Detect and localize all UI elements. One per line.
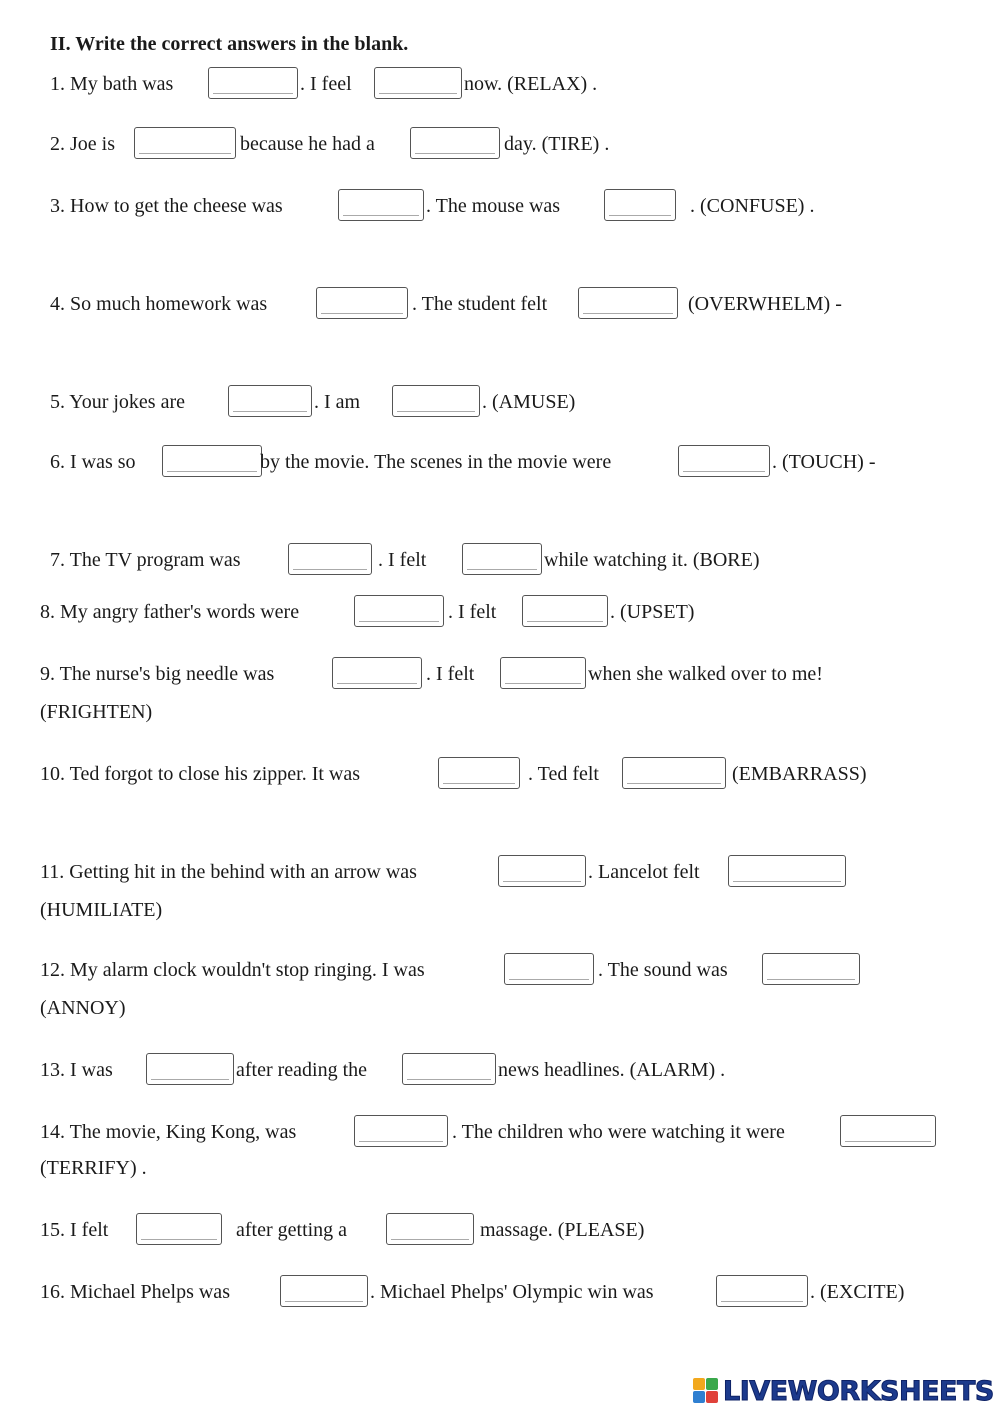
answer-3a-input[interactable] (338, 189, 424, 221)
question-13-part-3: news headlines. (ALARM) . (498, 1059, 726, 1081)
question-8 (40, 592, 740, 632)
answer-9b-input[interactable] (500, 657, 586, 689)
question-14-part-2: . The children who were watching it were (452, 1121, 785, 1143)
question-5-part-1: 5. Your jokes are (50, 391, 185, 413)
answer-2b-input[interactable] (410, 127, 500, 159)
question-6 (50, 442, 900, 482)
question-16-part-3: . (EXCITE) (810, 1281, 905, 1303)
question-11-base-word: (HUMILIATE) (40, 899, 163, 921)
question-16-part-1: 16. Michael Phelps was (40, 1281, 230, 1303)
question-7-part-3: while watching it. (BORE) (544, 549, 760, 571)
question-9-part-1: 9. The nurse's big needle was (40, 663, 275, 685)
question-13-part-2: after reading the (236, 1059, 368, 1081)
question-2-part-2: because he had a (240, 133, 375, 155)
answer-6b-input[interactable] (678, 445, 770, 477)
answer-6a-input[interactable] (162, 445, 262, 477)
question-10-part-3: (EMBARRASS) (732, 763, 867, 785)
answer-1a-input[interactable] (208, 67, 298, 99)
question-10-part-1: 10. Ted forgot to close his zipper. It was (40, 763, 361, 785)
question-9 (40, 654, 890, 694)
question-1 (50, 64, 650, 104)
question-10 (40, 754, 900, 794)
answer-16b-input[interactable] (716, 1275, 808, 1307)
answer-2a-input[interactable] (134, 127, 236, 159)
question-4-part-3: (OVERWHELM) - (688, 293, 842, 315)
question-12 (40, 950, 900, 990)
answer-12a-input[interactable] (504, 953, 594, 985)
question-15-part-2: after getting a (236, 1219, 348, 1241)
page-title: II. Write the correct answers in the blank. (50, 33, 409, 55)
question-4 (50, 284, 900, 324)
question-9-continuation (40, 692, 340, 732)
question-10-part-2: . Ted felt (528, 763, 599, 785)
question-6-part-2: by the movie. The scenes in the movie were (260, 451, 612, 473)
answer-8a-input[interactable] (354, 595, 444, 627)
question-6-part-1: 6. I was so (50, 451, 136, 473)
answer-9a-input[interactable] (332, 657, 422, 689)
question-16-part-2: . Michael Phelps' Olympic win was (370, 1281, 654, 1303)
question-7 (50, 540, 850, 580)
answer-11a-input[interactable] (498, 855, 586, 887)
question-14-base-word: (TERRIFY) . (40, 1157, 147, 1179)
answer-14a-input[interactable] (354, 1115, 448, 1147)
question-8-part-2: . I felt (448, 601, 497, 623)
answer-5b-input[interactable] (392, 385, 480, 417)
answer-15a-input[interactable] (136, 1213, 222, 1245)
answer-7a-input[interactable] (288, 543, 372, 575)
question-15 (40, 1210, 740, 1250)
question-11 (40, 852, 900, 892)
question-13 (40, 1050, 840, 1090)
question-9-part-3: when she walked over to me! (588, 663, 823, 685)
answer-4b-input[interactable] (578, 287, 678, 319)
question-5 (50, 382, 650, 422)
question-3-part-3: . (CONFUSE) . (690, 195, 815, 217)
answer-1b-input[interactable] (374, 67, 462, 99)
question-14 (40, 1112, 940, 1152)
question-7-part-1: 7. The TV program was (50, 549, 241, 571)
question-2-part-1: 2. Joe is (50, 133, 115, 155)
answer-16a-input[interactable] (280, 1275, 368, 1307)
question-2-part-3: day. (TIRE) . (504, 133, 610, 155)
answer-13a-input[interactable] (146, 1053, 234, 1085)
answer-13b-input[interactable] (402, 1053, 496, 1085)
question-15-part-1: 15. I felt (40, 1219, 109, 1241)
question-1-part-1: 1. My bath was (50, 73, 174, 95)
question-15-part-3: massage. (PLEASE) (480, 1219, 645, 1241)
liveworksheets-logo (693, 1376, 994, 1406)
question-13-part-1: 13. I was (40, 1059, 113, 1081)
answer-11b-input[interactable] (728, 855, 846, 887)
question-6-part-3: . (TOUCH) - (772, 451, 876, 473)
question-3-part-2: . The mouse was (426, 195, 561, 217)
question-3-part-1: 3. How to get the cheese was (50, 195, 283, 217)
liveworksheets-logo-text: LIVEWORKSHEETS (723, 1375, 994, 1407)
answer-10b-input[interactable] (622, 757, 726, 789)
question-5-part-3: . (AMUSE) (482, 391, 576, 413)
question-7-part-2: . I felt (378, 549, 427, 571)
question-14-continuation (40, 1148, 340, 1188)
answer-8b-input[interactable] (522, 595, 608, 627)
answer-7b-input[interactable] (462, 543, 542, 575)
answer-3b-input[interactable] (604, 189, 676, 221)
question-9-part-2: . I felt (426, 663, 475, 685)
question-4-part-2: . The student felt (412, 293, 548, 315)
answer-12b-input[interactable] (762, 953, 860, 985)
question-11-part-2: . Lancelot felt (588, 861, 700, 883)
question-3 (50, 186, 850, 226)
question-11-part-1: 11. Getting hit in the behind with an arrow was (40, 861, 417, 883)
answer-4a-input[interactable] (316, 287, 408, 319)
question-12-continuation (40, 988, 340, 1028)
question-1-part-2: . I feel (300, 73, 352, 95)
question-16 (40, 1272, 940, 1312)
question-11-continuation (40, 890, 340, 930)
question-9-base-word: (FRIGHTEN) (40, 701, 153, 723)
question-2 (50, 124, 650, 164)
answer-10a-input[interactable] (438, 757, 520, 789)
question-14-part-1: 14. The movie, King Kong, was (40, 1121, 297, 1143)
answer-5a-input[interactable] (228, 385, 312, 417)
question-8-part-3: . (UPSET) (610, 601, 695, 623)
question-12-part-1: 12. My alarm clock wouldn't stop ringing. I was (40, 959, 425, 981)
answer-15b-input[interactable] (386, 1213, 474, 1245)
question-1-part-3: now. (RELAX) . (464, 73, 598, 95)
question-4-part-1: 4. So much homework was (50, 293, 268, 315)
answer-14b-input[interactable] (840, 1115, 936, 1147)
question-5-part-2: . I am (314, 391, 361, 413)
question-12-base-word: (ANNOY) (40, 997, 126, 1019)
question-8-part-1: 8. My angry father's words were (40, 601, 300, 623)
question-12-part-2: . The sound was (598, 959, 728, 981)
liveworksheets-logo-icon (693, 1378, 719, 1404)
